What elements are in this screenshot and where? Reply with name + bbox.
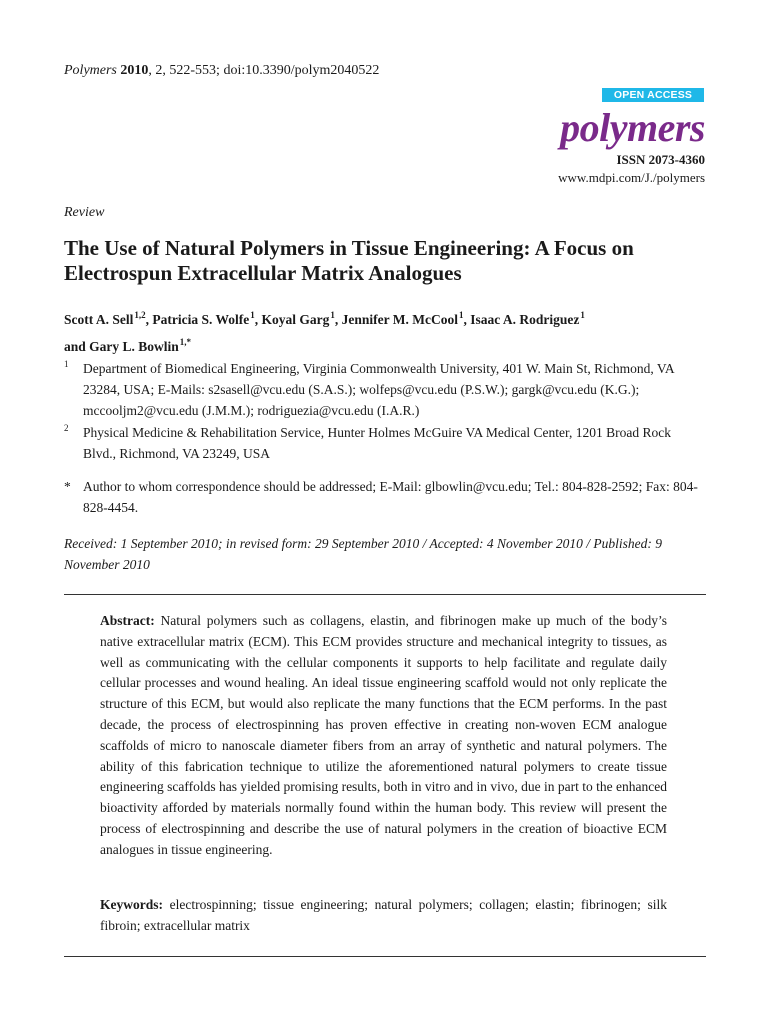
affiliation-text: Department of Biomedical Engineering, Virginia Commonwealth University, 401 W. Main St, Richmond, VA 23284, USA; E-Mails: s2sasell@vcu.edu (S.A.S.); wolfeps@vcu.edu (P.S.W.); gargk@vcu.edu (K.G.); mccooljm2@vcu.edu (J.M.M.); rodriguezia@vcu.edu (I.A.R.) [83,361,674,418]
abstract-text: Natural polymers such as collagens, elastin, and fibrinogen make up much of the body’s native extracellular matrix (ECM). This ECM provides structure and mechanical integrity to tissues, as well as communicating with the cellular components it supports to help facilitate and regulate daily cellular processes and wound healing. An ideal tissue engineering scaffold would not only replicate the structure of this ECM, but would also replicate the many functions that the ECM performs. In the past decade, the process of electrospinning has proven effective in creating non-woven ECM analogue scaffolds of micro to nanoscale diameter fibers from an array of synthetic and natural polymers. The ability of this fabrication technique to utilize the aforementioned natural polymers to create tissue engineering scaffolds has yielded promising results, both in vitro and in vivo, due in part to the enhanced bioactivity afforded by materials normally found within the human body. This review will present the process of electrospinning and describe the use of natural polymers in the creation of bioactive ECM analogues in tissue engineering. [100,613,667,857]
author-affiliation-mark: 1,* [179,337,192,347]
author-affiliation-mark: 1 [580,310,585,320]
author-affiliation-mark: 1 [458,310,464,320]
citation-year: 2010 [120,63,149,78]
citation-details: , 2, 522-553; doi:10.3390/polym2040522 [148,63,380,78]
author-affiliation-mark: 1 [330,310,335,320]
author-list: Scott A. Sell$^{1,2}$, Patricia S. Wolfe$^1$, Koyal Garg$^1$, Jennifer M. McCool$^1$, Isaac A. Rodriguez$^1$ and Gary L. Bowlin$^{1,*}$ [64,310,585,354]
open-access-badge: OPEN ACCESS [602,88,704,102]
divider-top [64,594,706,595]
author-name: Gary L. Bowlin [89,339,179,354]
citation-line [64,63,379,79]
affiliation-text: Physical Medicine & Rehabilitation Service, Hunter Holmes McGuire VA Medical Center, 1201 Broad Rock Blvd., Richmond, VA 23249, USA [83,425,671,461]
article-title: The Use of Natural Polymers in Tissue Engineering: A Focus on Electrospun Extracellular Matrix Analogues [64,236,634,285]
author-name: Scott A. Sell [64,312,134,327]
correspondence-text: Author to whom correspondence should be addressed; E-Mail: glbowlin@vcu.edu; Tel.: 804-828-2592; Fax: 804-828-4454. [83,479,698,515]
authors-joiner: and [64,339,86,354]
author-name: Jennifer M. McCool [341,312,458,327]
abstract [100,611,667,861]
abstract-label: Abstract: [100,613,155,628]
divider-bottom [64,956,706,957]
keywords-text: electrospinning; tissue engineering; natural polymers; collagen; elastin; fibrinogen; silk fibroin; extracellular matrix [100,897,668,933]
issn: ISSN 2073-4360 [616,152,705,167]
author-name: Patricia S. Wolfe [152,312,250,327]
journal-logo: polymers [560,105,705,150]
citation-journal: Polymers [64,63,117,78]
keywords [100,895,667,937]
author-name: Koyal Garg [261,312,330,327]
journal-url[interactable]: www.mdpi.com/J./polymers [558,170,705,185]
correspondence-mark: * [64,479,71,494]
article-type: Review [64,205,105,220]
affiliation-mark: 2 [64,423,69,433]
publication-dates: Received: 1 September 2010; in revised form: 29 September 2010 / Accepted: 4 November 2010 / Published: 9 November 2010 [64,536,662,572]
affiliation-mark: 1 [64,359,69,369]
author-affiliation-mark: 1 [250,310,255,320]
author-name: Isaac A. Rodriguez [470,312,580,327]
author-affiliation-mark: 1,2 [134,310,146,320]
keywords-label: Keywords: [100,897,163,912]
